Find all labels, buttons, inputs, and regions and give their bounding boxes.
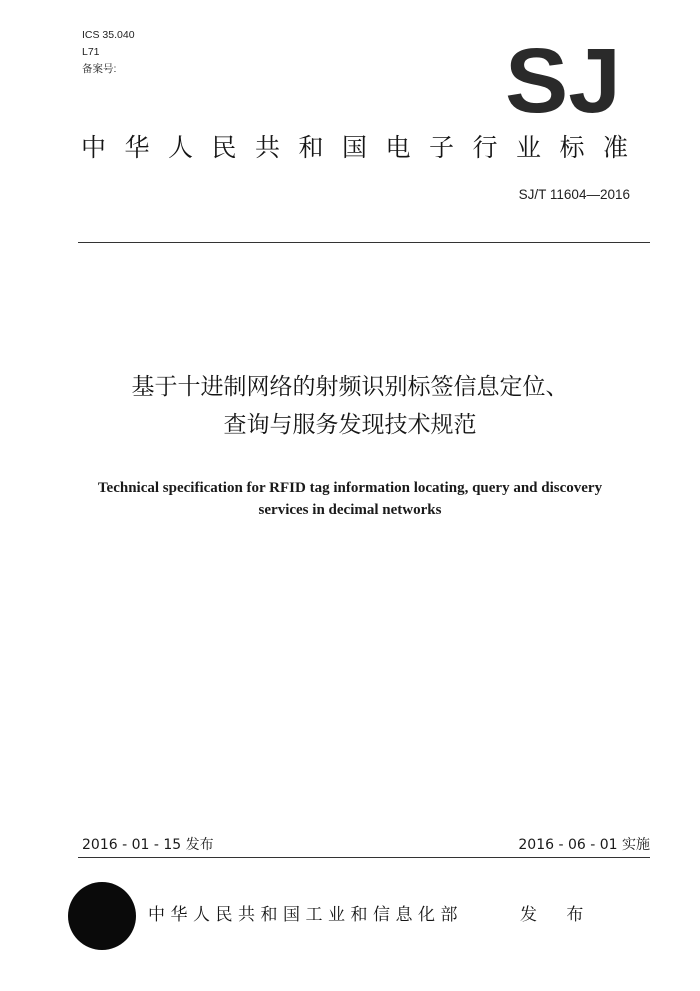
standard-number: SJ/T 11604—2016	[518, 187, 630, 202]
issue-date: 2016 - 01 - 15 发布	[82, 837, 214, 853]
chinese-title	[0, 368, 700, 444]
footer-divider	[78, 857, 650, 858]
classification-block	[82, 27, 135, 78]
sj-logo-text: SJ	[505, 38, 621, 118]
black-seal-mark	[68, 882, 136, 950]
publish-label: 发 布	[520, 905, 596, 925]
english-title	[40, 477, 660, 521]
implementation-date: 2016 - 06 - 01 实施	[518, 837, 650, 853]
english-title-line-1: Technical specification for RFID tag information locating, query and discovery	[97, 480, 603, 496]
sj-logo	[503, 38, 623, 118]
header-divider	[78, 242, 650, 243]
record-number-label: 备案号:	[82, 63, 117, 75]
chinese-title-line-1: 基于十进制网络的射频识别标签信息定位、	[131, 374, 569, 400]
english-title-line-2: services in decimal networks	[258, 502, 442, 518]
publisher-name: 中华人民共和国工业和信息化部	[148, 905, 463, 925]
chinese-title-line-2: 查询与服务发现技术规范	[223, 412, 477, 438]
ccs-code: L71	[82, 46, 100, 58]
standard-category: 中华人民共和国电子行业标准	[81, 133, 647, 162]
ics-code: ICS 35.040	[82, 29, 135, 41]
